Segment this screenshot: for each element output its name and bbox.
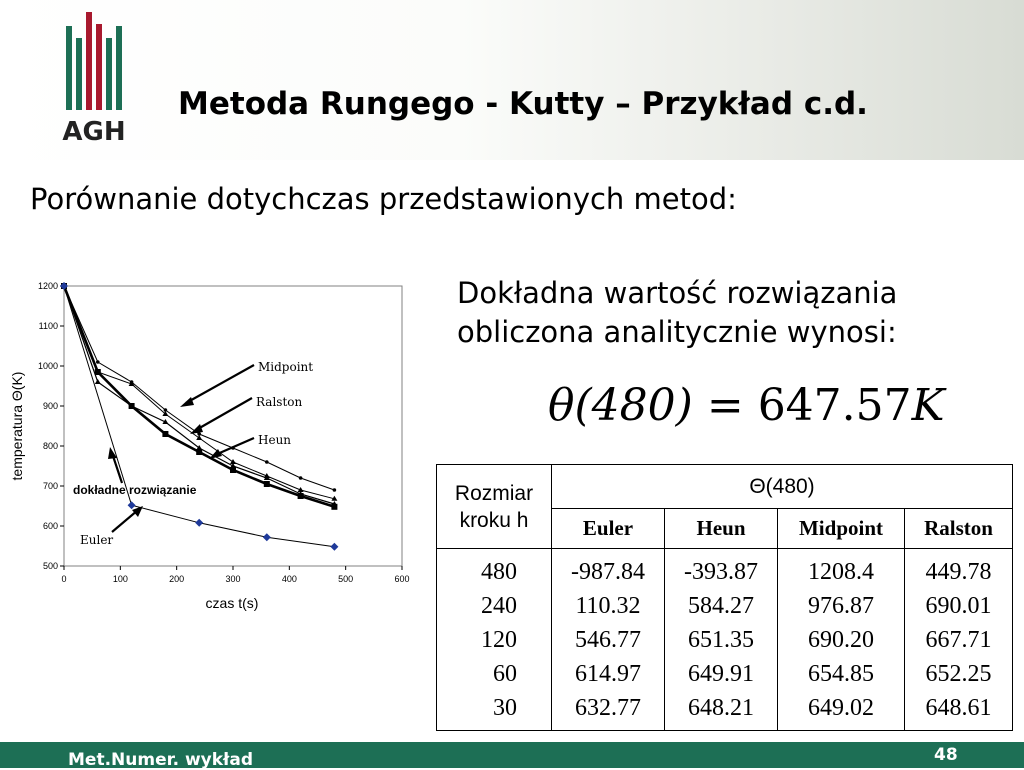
footer-text: Met.Numer. wykład bbox=[68, 750, 253, 770]
step-size-value: 480 bbox=[481, 559, 517, 585]
column-header-euler: Euler bbox=[552, 509, 665, 549]
ralston-value: 648.61 bbox=[925, 695, 992, 721]
column-header-heun: Heun bbox=[665, 509, 778, 549]
theta-group-header: Θ(480) bbox=[552, 465, 1013, 509]
midpoint-value: 649.02 bbox=[808, 695, 874, 721]
y-tick-label: 900 bbox=[42, 401, 58, 411]
results-table bbox=[436, 464, 1013, 731]
y-tick-label: 700 bbox=[42, 481, 58, 491]
exact-solution-line-1: Dokładna wartość rozwiązania bbox=[457, 276, 898, 310]
label-midpoint: Midpoint bbox=[258, 360, 314, 374]
y-tick-label: 1000 bbox=[37, 361, 58, 371]
midpoint-value: 654.85 bbox=[808, 661, 874, 687]
marker-dok-adne-rozwi-zanie bbox=[162, 431, 168, 437]
euler-value: 110.32 bbox=[575, 593, 641, 619]
page-number: 48 bbox=[934, 745, 958, 765]
midpoint-value: 690.20 bbox=[808, 627, 874, 653]
midpoint-value: 1208.4 bbox=[808, 559, 874, 585]
label-heun: Heun bbox=[258, 433, 292, 447]
y-tick-label: 1100 bbox=[38, 321, 58, 331]
heun-value: 649.91 bbox=[688, 661, 754, 687]
marker-midpoint bbox=[299, 476, 303, 480]
marker-dok-adne-rozwi-zanie bbox=[298, 493, 304, 499]
heun-value: 584.27 bbox=[688, 593, 754, 619]
logo-text: AGH bbox=[62, 117, 126, 147]
marker-dok-adne-rozwi-zanie bbox=[196, 449, 202, 455]
marker-dok-adne-rozwi-zanie bbox=[95, 369, 101, 375]
agh-logo bbox=[52, 12, 136, 162]
ralston-value: 690.01 bbox=[925, 593, 992, 619]
y-tick-label: 1200 bbox=[37, 281, 58, 291]
marker-dok-adne-rozwi-zanie bbox=[331, 504, 337, 510]
column-header-midpoint: Midpoint bbox=[778, 509, 905, 549]
heun-value: 648.21 bbox=[688, 695, 754, 721]
label-ralston: Ralston bbox=[256, 395, 303, 409]
column-header-ralston: Ralston bbox=[905, 509, 1013, 549]
formula-lhs: θ(480) bbox=[548, 380, 693, 431]
ralston-value: 667.71 bbox=[925, 627, 992, 653]
heun-value: 651.35 bbox=[688, 627, 754, 653]
marker-dok-adne-rozwi-zanie bbox=[129, 403, 135, 409]
y-tick-label: 800 bbox=[42, 441, 58, 451]
label-euler: Euler bbox=[80, 533, 114, 547]
exact-solution-line-2: obliczona analitycznie wynosi: bbox=[457, 315, 897, 349]
marker-midpoint bbox=[96, 360, 100, 364]
ralston-value: 449.78 bbox=[925, 559, 992, 585]
x-tick-label: 500 bbox=[338, 574, 354, 584]
formula-equals: = bbox=[706, 380, 744, 431]
step-size-value: 120 bbox=[481, 627, 517, 653]
x-tick-label: 300 bbox=[225, 574, 241, 584]
euler-value: 632.77 bbox=[575, 695, 641, 721]
header-band bbox=[0, 0, 1024, 160]
step-size-value: 240 bbox=[481, 593, 517, 619]
y-tick-label: 600 bbox=[42, 521, 58, 531]
euler-column bbox=[552, 549, 665, 731]
marker-dok-adne-rozwi-zanie bbox=[230, 467, 236, 473]
x-tick-label: 200 bbox=[169, 574, 185, 584]
heun-column bbox=[665, 549, 778, 731]
temperature-chart bbox=[0, 270, 420, 620]
y-tick-label: 500 bbox=[42, 561, 58, 571]
euler-value: 546.77 bbox=[575, 627, 641, 653]
step-size-header: Rozmiar kroku h bbox=[437, 465, 552, 549]
x-tick-label: 100 bbox=[112, 574, 128, 584]
ralston-column bbox=[905, 549, 1013, 731]
exact-solution-formula bbox=[548, 380, 945, 431]
plot-area bbox=[64, 286, 402, 566]
heun-value: -393.87 bbox=[684, 559, 758, 585]
x-tick-label: 400 bbox=[281, 574, 297, 584]
label-exact: dokładne rozwiązanie bbox=[73, 483, 197, 497]
slide-title: Metoda Rungego - Kutty – Przykład c.d. bbox=[178, 86, 868, 122]
marker-midpoint bbox=[333, 488, 337, 492]
marker-dok-adne-rozwi-zanie bbox=[264, 481, 270, 487]
step-size-column bbox=[437, 549, 552, 731]
y-axis-label: temperatura Θ(K) bbox=[9, 371, 25, 481]
formula-unit: K bbox=[911, 380, 945, 431]
x-tick-label: 0 bbox=[61, 574, 67, 584]
step-size-value: 30 bbox=[493, 695, 517, 721]
midpoint-column bbox=[778, 549, 905, 731]
euler-value: 614.97 bbox=[575, 661, 641, 687]
formula-value: 647.57 bbox=[757, 380, 912, 431]
x-axis-label: czas t(s) bbox=[205, 595, 259, 611]
step-size-value: 60 bbox=[493, 661, 517, 687]
marker-midpoint bbox=[265, 460, 269, 464]
x-tick-label: 600 bbox=[394, 574, 410, 584]
euler-value: -987.84 bbox=[571, 559, 645, 585]
midpoint-value: 976.87 bbox=[808, 593, 874, 619]
ralston-value: 652.25 bbox=[925, 661, 992, 687]
subtitle: Porównanie dotychczas przedstawionych metod: bbox=[30, 182, 737, 216]
